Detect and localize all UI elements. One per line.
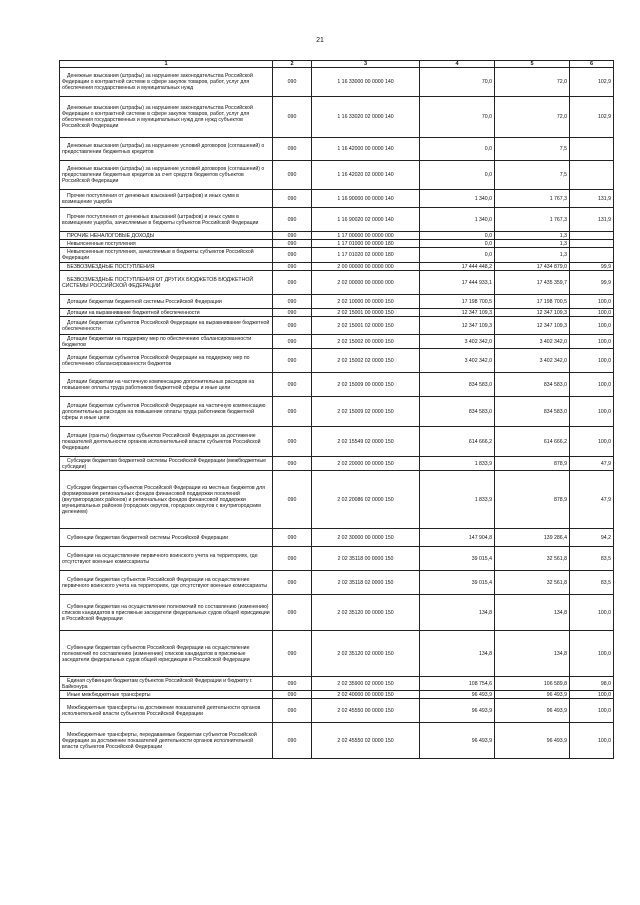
row-name-cell: ПРОЧИЕ НЕНАЛОГОВЫЕ ДОХОДЫ <box>60 232 273 240</box>
row-name-cell: Субвенции бюджетам субъектов Российской Федерации на осуществление полномочий по составлению (изменению) списков кандидатов в присяжные заседатели федеральных судов общей юрисдикции в Российской Федерации <box>60 631 273 677</box>
row-plan-cell: 70,0 <box>420 97 495 138</box>
table-row <box>60 457 614 471</box>
row-fact-cell: 1 767,3 <box>495 190 570 208</box>
row-plan-cell: 17 444 933,1 <box>420 271 495 295</box>
row-percent-cell: 100,0 <box>570 335 614 349</box>
table-row <box>60 240 614 248</box>
table-row <box>60 427 614 457</box>
row-percent-cell <box>570 240 614 248</box>
row-name-cell: Прочие поступления от денежных взысканий (штрафов) и иных сумм в возмещение ущерба <box>60 190 273 208</box>
row-name-cell: Дотации бюджетам на частичную компенсацию дополнительных расходов на повышение оплаты труда работников бюджетной сферы и иные цели <box>60 373 273 397</box>
row-name-cell: БЕЗВОЗМЕЗДНЫЕ ПОСТУПЛЕНИЯ <box>60 263 273 271</box>
row-code-cell: 2 02 35900 02 0000 150 <box>312 677 420 691</box>
row-admin-cell: 090 <box>273 595 312 631</box>
row-fact-cell: 878,9 <box>495 457 570 471</box>
row-plan-cell: 12 347 109,3 <box>420 317 495 335</box>
page-number: 21 <box>316 37 324 44</box>
row-plan-cell: 3 402 342,0 <box>420 349 495 373</box>
row-code-cell: 2 02 15549 02 0000 150 <box>312 427 420 457</box>
row-plan-cell: 0,0 <box>420 248 495 263</box>
row-fact-cell: 7,5 <box>495 161 570 190</box>
row-name-cell: Субсидии бюджетам бюджетной системы Российской Федерации (межбюджетные субсидии) <box>60 457 273 471</box>
row-percent-cell: 100,0 <box>570 631 614 677</box>
row-code-cell: 1 16 90000 00 0000 140 <box>312 190 420 208</box>
row-plan-cell: 108 754,6 <box>420 677 495 691</box>
header-row <box>60 61 614 68</box>
row-code-cell: 1 17 01000 00 0000 180 <box>312 240 420 248</box>
row-fact-cell: 3 402 342,0 <box>495 335 570 349</box>
row-name-cell: Денежные взыскания (штрафы) за нарушение условий договоров (соглашений) о предоставлении бюджетных кредитов <box>60 138 273 161</box>
row-code-cell: 2 02 30000 00 0000 150 <box>312 529 420 547</box>
row-code-cell: 2 02 15001 02 0000 150 <box>312 317 420 335</box>
row-name-cell: Дотации бюджетам на поддержку мер по обеспечению сбалансированности бюджетов <box>60 335 273 349</box>
row-code-cell: 2 02 20000 00 0000 150 <box>312 457 420 471</box>
row-plan-cell: 96 493,9 <box>420 723 495 759</box>
row-code-cell: 2 02 15002 02 0000 150 <box>312 349 420 373</box>
row-percent-cell: 100,0 <box>570 691 614 699</box>
row-percent-cell: 100,0 <box>570 699 614 723</box>
row-percent-cell: 100,0 <box>570 295 614 309</box>
row-fact-cell: 134,8 <box>495 631 570 677</box>
row-fact-cell: 614 666,2 <box>495 427 570 457</box>
row-fact-cell: 12 347 109,3 <box>495 317 570 335</box>
row-fact-cell: 3 402 342,0 <box>495 349 570 373</box>
row-plan-cell: 96 493,9 <box>420 699 495 723</box>
row-fact-cell: 1,3 <box>495 232 570 240</box>
row-admin-cell: 090 <box>273 190 312 208</box>
table-row <box>60 471 614 529</box>
table-row <box>60 723 614 759</box>
row-admin-cell: 090 <box>273 68 312 97</box>
table-row <box>60 677 614 691</box>
row-admin-cell: 090 <box>273 631 312 677</box>
row-admin-cell: 090 <box>273 349 312 373</box>
row-fact-cell: 72,0 <box>495 68 570 97</box>
row-fact-cell: 878,9 <box>495 471 570 529</box>
row-name-cell: Дотации бюджетам бюджетной системы Российской Федерации <box>60 295 273 309</box>
row-percent-cell <box>570 232 614 240</box>
table-row <box>60 691 614 699</box>
table-row <box>60 208 614 232</box>
row-fact-cell: 1 767,3 <box>495 208 570 232</box>
table-row <box>60 335 614 349</box>
row-admin-cell: 090 <box>273 691 312 699</box>
row-admin-cell: 090 <box>273 373 312 397</box>
row-percent-cell: 100,0 <box>570 349 614 373</box>
row-plan-cell: 0,0 <box>420 240 495 248</box>
row-percent-cell: 102,9 <box>570 68 614 97</box>
row-plan-cell: 1 833,9 <box>420 471 495 529</box>
row-name-cell: Денежные взыскания (штрафы) за нарушение законодательства Российской Федерации о контрактной системе в сфере закупок товаров, работ, услуг для обеспечения государственных и муниципальных нужд <box>60 68 273 97</box>
row-name-cell: Дотации бюджетам субъектов Российской Федерации на поддержку мер по обеспечению сбалансированности бюджетов <box>60 349 273 373</box>
table-row <box>60 138 614 161</box>
row-plan-cell: 3 402 342,0 <box>420 335 495 349</box>
row-code-cell: 1 16 33020 02 0000 140 <box>312 97 420 138</box>
col-header-1: 1 <box>60 61 273 68</box>
table-row <box>60 571 614 595</box>
row-name-cell: Единая субвенция бюджетам субъектов Российской Федерации и бюджету г. Байконура <box>60 677 273 691</box>
table-row <box>60 317 614 335</box>
row-admin-cell: 090 <box>273 161 312 190</box>
row-admin-cell: 090 <box>273 138 312 161</box>
row-fact-cell: 834 583,0 <box>495 397 570 427</box>
row-percent-cell <box>570 138 614 161</box>
row-fact-cell: 1,3 <box>495 248 570 263</box>
row-code-cell: 2 02 35118 00 0000 150 <box>312 547 420 571</box>
row-plan-cell: 70,0 <box>420 68 495 97</box>
row-fact-cell: 17 435 359,7 <box>495 271 570 295</box>
row-percent-cell: 47,9 <box>570 471 614 529</box>
table-row <box>60 547 614 571</box>
row-plan-cell: 12 347 109,3 <box>420 309 495 317</box>
table-row <box>60 161 614 190</box>
row-admin-cell: 090 <box>273 529 312 547</box>
row-name-cell: Прочие поступления от денежных взысканий (штрафов) и иных сумм в возмещение ущерба, зачисляемые в бюджеты субъектов Российской Федерации <box>60 208 273 232</box>
table-row <box>60 595 614 631</box>
row-plan-cell: 614 666,2 <box>420 427 495 457</box>
row-code-cell: 1 16 42000 00 0000 140 <box>312 138 420 161</box>
row-fact-cell: 1,3 <box>495 240 570 248</box>
row-name-cell: Денежные взыскания (штрафы) за нарушение законодательства Российской Федерации о контрактной системе в сфере закупок товаров, работ, услуг для обеспечения государственных и муниципальных нужд для нужд субъектов Российской Федерации <box>60 97 273 138</box>
row-admin-cell: 090 <box>273 271 312 295</box>
row-percent-cell: 98,0 <box>570 677 614 691</box>
row-plan-cell: 0,0 <box>420 161 495 190</box>
row-plan-cell: 834 583,0 <box>420 373 495 397</box>
row-plan-cell: 147 904,8 <box>420 529 495 547</box>
row-name-cell: Субвенции бюджетам на осуществление полномочий по составлению (изменению) списков кандидатов в присяжные заседатели федеральных судов общей юрисдикции в Российской Федерации <box>60 595 273 631</box>
row-name-cell: Субвенции бюджетам субъектов Российской Федерации на осуществление первичного воинского учета на территориях, где отсутствуют военные комиссариаты <box>60 571 273 595</box>
row-percent-cell: 100,0 <box>570 723 614 759</box>
row-code-cell: 2 02 20086 02 0000 150 <box>312 471 420 529</box>
table-row <box>60 309 614 317</box>
row-fact-cell: 134,8 <box>495 595 570 631</box>
row-code-cell: 1 16 42020 02 0000 140 <box>312 161 420 190</box>
row-fact-cell: 96 493,9 <box>495 723 570 759</box>
row-percent-cell: 102,9 <box>570 97 614 138</box>
row-percent-cell: 131,9 <box>570 208 614 232</box>
row-fact-cell: 72,0 <box>495 97 570 138</box>
row-percent-cell: 100,0 <box>570 309 614 317</box>
row-plan-cell: 834 583,0 <box>420 397 495 427</box>
row-name-cell: Субвенции на осуществление первичного воинского учета на территориях, где отсутствуют военные комиссариаты <box>60 547 273 571</box>
row-plan-cell: 1 340,0 <box>420 190 495 208</box>
table-row <box>60 349 614 373</box>
row-admin-cell: 090 <box>273 335 312 349</box>
row-plan-cell: 1 340,0 <box>420 208 495 232</box>
row-code-cell: 1 16 33000 00 0000 140 <box>312 68 420 97</box>
row-admin-cell: 090 <box>273 397 312 427</box>
budget-table <box>59 60 614 759</box>
table-row <box>60 68 614 97</box>
row-percent-cell: 131,9 <box>570 190 614 208</box>
table-body <box>60 68 614 759</box>
table-row <box>60 263 614 271</box>
table-row <box>60 271 614 295</box>
table-row <box>60 232 614 240</box>
row-code-cell: 2 02 40000 00 0000 150 <box>312 691 420 699</box>
row-code-cell: 2 02 35120 02 0000 150 <box>312 631 420 677</box>
row-admin-cell: 090 <box>273 317 312 335</box>
row-percent-cell: 47,9 <box>570 457 614 471</box>
col-header-2: 2 <box>273 61 312 68</box>
row-fact-cell: 17 198 700,5 <box>495 295 570 309</box>
row-name-cell: Денежные взыскания (штрафы) за нарушение условий договоров (соглашений) о предоставлении бюджетных кредитов за счет средств бюджетов субъектов Российской Федерации <box>60 161 273 190</box>
row-percent-cell: 83,5 <box>570 571 614 595</box>
row-fact-cell: 7,5 <box>495 138 570 161</box>
row-name-cell: Межбюджетные трансферты на достижение показателей деятельности органов исполнительной власти субъектов Российской Федерации <box>60 699 273 723</box>
row-percent-cell: 99,9 <box>570 263 614 271</box>
row-percent-cell: 100,0 <box>570 373 614 397</box>
row-name-cell: Невыясненные поступления <box>60 240 273 248</box>
row-code-cell: 2 00 00000 00 0000 000 <box>312 263 420 271</box>
row-code-cell: 2 02 35118 02 0000 150 <box>312 571 420 595</box>
row-code-cell: 2 02 15002 00 0000 150 <box>312 335 420 349</box>
row-name-cell: Иные межбюджетные трансферты <box>60 691 273 699</box>
col-header-5: 5 <box>495 61 570 68</box>
row-fact-cell: 12 347 109,3 <box>495 309 570 317</box>
row-name-cell: Невыясненные поступления, зачисляемые в бюджеты субъектов Российской Федерации <box>60 248 273 263</box>
row-plan-cell: 17 444 448,2 <box>420 263 495 271</box>
table-row <box>60 373 614 397</box>
row-name-cell: Дотации на выравнивание бюджетной обеспеченности <box>60 309 273 317</box>
row-admin-cell: 090 <box>273 240 312 248</box>
row-plan-cell: 0,0 <box>420 232 495 240</box>
row-percent-cell: 94,2 <box>570 529 614 547</box>
row-percent-cell: 100,0 <box>570 427 614 457</box>
row-admin-cell: 090 <box>273 295 312 309</box>
row-name-cell: Дотации (гранты) бюджетам субъектов Российской Федерации за достижение показателей деятельности органов исполнительной власти субъектов Российской Федерации <box>60 427 273 457</box>
table-row <box>60 248 614 263</box>
row-admin-cell: 090 <box>273 208 312 232</box>
row-name-cell: Межбюджетные трансферты, передаваемые бюджетам субъектов Российской Федерации за достижение показателей деятельности органов исполнительной власти субъектов Российской Федерации <box>60 723 273 759</box>
row-fact-cell: 32 561,8 <box>495 571 570 595</box>
row-percent-cell: 100,0 <box>570 595 614 631</box>
row-admin-cell: 090 <box>273 471 312 529</box>
row-admin-cell: 090 <box>273 723 312 759</box>
row-percent-cell: 83,5 <box>570 547 614 571</box>
row-plan-cell: 39 015,4 <box>420 571 495 595</box>
row-percent-cell: 100,0 <box>570 397 614 427</box>
row-name-cell: БЕЗВОЗМЕЗДНЫЕ ПОСТУПЛЕНИЯ ОТ ДРУГИХ БЮДЖЕТОВ БЮДЖЕТНОЙ СИСТЕМЫ РОССИЙСКОЙ ФЕДЕРАЦИИ <box>60 271 273 295</box>
table-row <box>60 295 614 309</box>
row-code-cell: 2 02 45550 02 0000 150 <box>312 723 420 759</box>
row-fact-cell: 96 493,9 <box>495 691 570 699</box>
row-code-cell: 2 02 15009 00 0000 150 <box>312 373 420 397</box>
table-row <box>60 529 614 547</box>
row-admin-cell: 090 <box>273 232 312 240</box>
table-row <box>60 631 614 677</box>
row-plan-cell: 96 493,9 <box>420 691 495 699</box>
row-admin-cell: 090 <box>273 699 312 723</box>
row-code-cell: 1 17 00000 00 0000 000 <box>312 232 420 240</box>
row-admin-cell: 090 <box>273 309 312 317</box>
table-row <box>60 699 614 723</box>
row-name-cell: Субсидии бюджетам субъектов Российской Федерации из местных бюджетов для формирования региональных фондов финансовой поддержки поселений (внутригородских районов) и региональных фондов финансовой поддержки муниципальных районов (городских округов, городских округов с внутригородским делением) <box>60 471 273 529</box>
row-plan-cell: 17 198 700,5 <box>420 295 495 309</box>
row-plan-cell: 0,0 <box>420 138 495 161</box>
row-code-cell: 2 02 00000 00 0000 000 <box>312 271 420 295</box>
col-header-3: 3 <box>312 61 420 68</box>
table-row <box>60 190 614 208</box>
row-admin-cell: 090 <box>273 457 312 471</box>
row-fact-cell: 17 434 879,0 <box>495 263 570 271</box>
table-row <box>60 97 614 138</box>
row-fact-cell: 96 493,9 <box>495 699 570 723</box>
row-admin-cell: 090 <box>273 571 312 595</box>
row-admin-cell: 090 <box>273 547 312 571</box>
row-percent-cell: 100,0 <box>570 317 614 335</box>
row-code-cell: 2 02 35120 00 0000 150 <box>312 595 420 631</box>
row-percent-cell <box>570 248 614 263</box>
row-code-cell: 2 02 15009 02 0000 150 <box>312 397 420 427</box>
row-code-cell: 2 02 10000 00 0000 150 <box>312 295 420 309</box>
row-fact-cell: 32 561,8 <box>495 547 570 571</box>
row-name-cell: Дотации бюджетам субъектов Российской Федерации на выравнивание бюджетной обеспеченности <box>60 317 273 335</box>
row-plan-cell: 134,8 <box>420 631 495 677</box>
row-admin-cell: 090 <box>273 248 312 263</box>
col-header-6: 6 <box>570 61 614 68</box>
row-plan-cell: 134,8 <box>420 595 495 631</box>
row-plan-cell: 1 833,9 <box>420 457 495 471</box>
row-code-cell: 2 02 45550 00 0000 150 <box>312 699 420 723</box>
table-row <box>60 397 614 427</box>
row-code-cell: 1 16 90020 02 0000 140 <box>312 208 420 232</box>
row-fact-cell: 139 286,4 <box>495 529 570 547</box>
row-admin-cell: 090 <box>273 263 312 271</box>
row-admin-cell: 090 <box>273 97 312 138</box>
row-percent-cell <box>570 161 614 190</box>
row-percent-cell: 99,9 <box>570 271 614 295</box>
row-plan-cell: 39 015,4 <box>420 547 495 571</box>
col-header-4: 4 <box>420 61 495 68</box>
row-code-cell: 1 17 01020 02 0000 180 <box>312 248 420 263</box>
row-fact-cell: 106 589,8 <box>495 677 570 691</box>
row-fact-cell: 834 583,0 <box>495 373 570 397</box>
row-code-cell: 2 02 15001 00 0000 150 <box>312 309 420 317</box>
row-admin-cell: 090 <box>273 427 312 457</box>
row-name-cell: Дотации бюджетам субъектов Российской Федерации на частичную компенсацию дополнительных расходов на повышение оплаты труда работников бюджетной сферы и иные цели <box>60 397 273 427</box>
row-admin-cell: 090 <box>273 677 312 691</box>
row-name-cell: Субвенции бюджетам бюджетной системы Российской Федерации <box>60 529 273 547</box>
